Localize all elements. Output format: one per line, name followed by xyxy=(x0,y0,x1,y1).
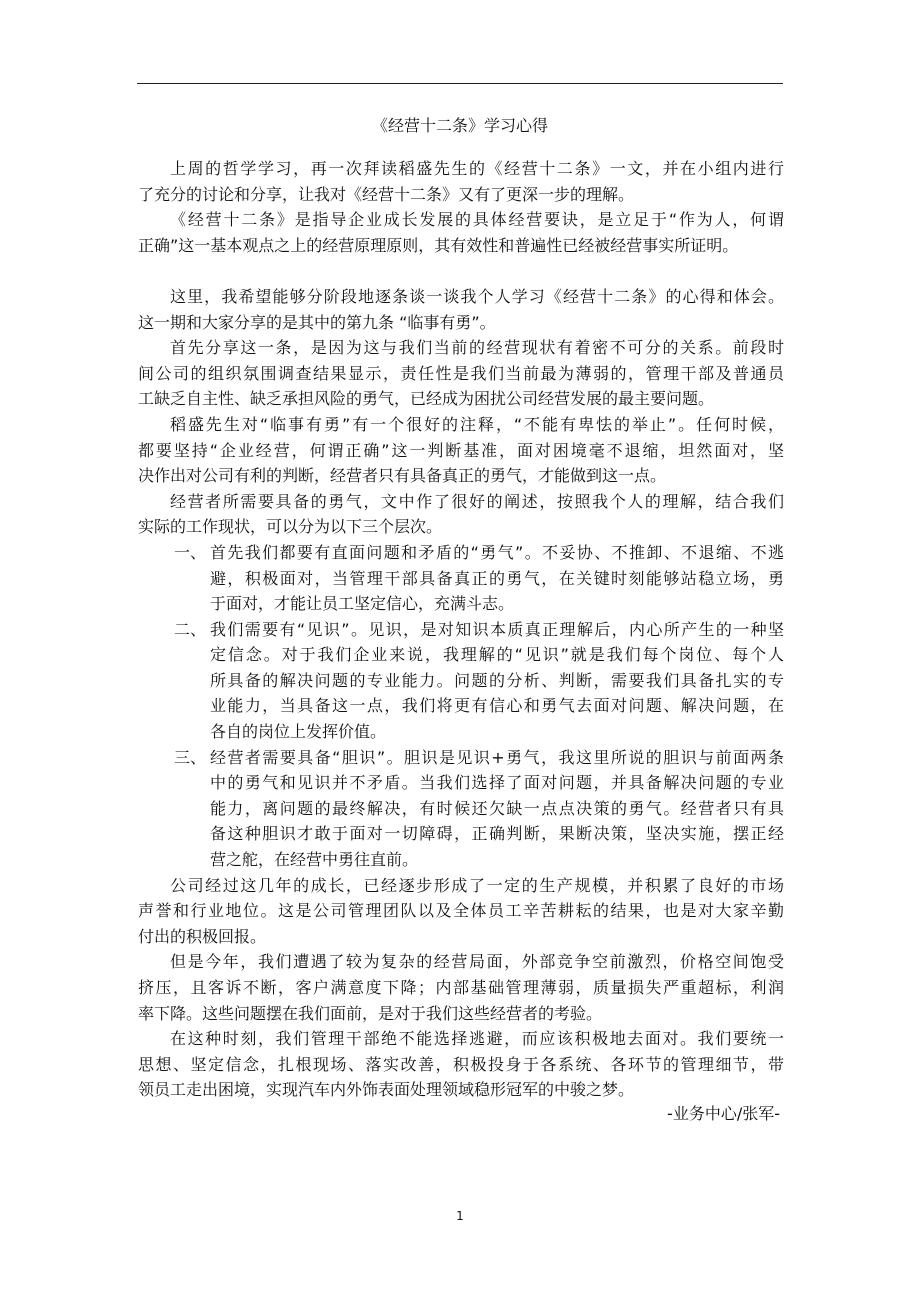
list-item-text xyxy=(210,745,784,873)
paragraph xyxy=(138,1026,784,1103)
list-item-line: 营之舵，在经营中勇往直前。 xyxy=(210,850,419,870)
paragraph-line: 首先分享这一条，是因为这与我们当前的经营现状有着密不可分的关系。前段时 xyxy=(170,338,784,358)
paragraph-line: 领员工走出困境，实现汽车内外饰表面处理领域稳形冠军的中骏之梦。 xyxy=(138,1080,635,1100)
list-item-text xyxy=(210,540,784,617)
list-item xyxy=(138,540,784,617)
paragraph-line: 率下降。这些问题摆在我们面前，是对于我们这些经营者的考验。 xyxy=(138,1003,603,1023)
list-item-line: 定信念。对于我们企业来说，我理解的“见识”就是我们每个岗位、每个人 xyxy=(210,645,784,665)
paragraph-line: 经营者所需要具备的勇气，文中作了很好的阐述，按照我个人的理解，结合我们 xyxy=(170,491,784,511)
paragraph-line: 《经营十二条》是指导企业成长发展的具体经营要诀，是立足于“作为人，何谓 xyxy=(170,210,784,230)
paragraph-line: 声誉和行业地位。这是公司管理团队以及全体员工辛苦耕耘的结果，也是对大家辛勤 xyxy=(138,901,784,921)
document-title: 《经营十二条》学习心得 xyxy=(371,116,548,135)
list-item-number: 三、 xyxy=(174,747,207,767)
paragraph xyxy=(138,284,784,335)
author-signature: -业务中心/张军- xyxy=(667,1104,780,1123)
paragraph-line: 付出的积极回报。 xyxy=(138,926,267,946)
paragraph-line: 正确”这一基本观点之上的经营原理原则，其有效性和普遍性已经被经营事实所证明。 xyxy=(138,235,739,255)
page-number: 1 xyxy=(456,1209,464,1223)
list-item-line: 首先我们都要有直面问题和矛盾的“勇气”。不妥协、不推卸、不退缩、不逃 xyxy=(210,542,784,562)
header-rule xyxy=(137,83,783,84)
paragraph-line: 这里，我希望能够分阶段地逐条谈一谈我个人学习《经营十二条》的心得和体会。 xyxy=(170,286,784,306)
paragraph-line: 但是今年，我们遭遇了较为复杂的经营局面，外部竞争空前激烈，价格空间饱受 xyxy=(170,952,784,972)
document-body xyxy=(138,156,784,1103)
paragraph-line: 实际的工作现状，可以分为以下三个层次。 xyxy=(138,517,443,537)
list-item xyxy=(138,617,784,745)
list-item-line: 我们需要有“见识”。见识，是对知识本质真正理解后，内心所产生的一种坚 xyxy=(210,619,784,639)
paragraph xyxy=(138,412,784,489)
paragraph-line: 工缺乏自主性、缺乏承担风险的勇气，已经成为困扰公司经营发展的最主要问题。 xyxy=(138,389,715,409)
list-item-line: 所具备的解决问题的专业能力。问题的分析、判断，需要我们具备扎实的专 xyxy=(210,670,784,690)
list-item-line: 中的勇气和见识并不矛盾。当我们选择了面对问题，并具备解决问题的专业 xyxy=(210,773,784,793)
paragraph-line: 了充分的讨论和分享，让我对《经营十二条》又有了更深一步的理解。 xyxy=(138,184,635,204)
paragraph-line: 公司经过这几年的成长，已经逐步形成了一定的生产规模，并积累了良好的市场 xyxy=(170,875,784,895)
list-item-line: 备这种胆识才敢于面对一切障碍，正确判断，果断决策，坚决实施，摆正经 xyxy=(210,824,784,844)
list-item-line: 避，积极面对，当管理干部具备真正的勇气，在关键时刻能够站稳立场，勇 xyxy=(210,568,784,588)
paragraph xyxy=(138,949,784,1026)
paragraph xyxy=(138,156,784,207)
list-item-number: 一、 xyxy=(174,542,207,562)
paragraph xyxy=(138,873,784,950)
list-item xyxy=(138,745,784,873)
paragraph xyxy=(138,335,784,412)
paragraph-line: 思想、坚定信念，扎根现场、落实改善，积极投身于各系统、各环节的管理细节，带 xyxy=(138,1054,784,1074)
paragraph-line: 间公司的组织氛围调查结果显示，责任性是我们当前最为薄弱的，管理干部及普通员 xyxy=(138,363,784,383)
list-item-number: 二、 xyxy=(174,619,207,639)
list-item-line: 经营者需要具备“胆识”。胆识是见识+勇气，我这里所说的胆识与前面两条 xyxy=(210,747,784,767)
list-item-text xyxy=(210,617,784,745)
paragraph-line: 挤压，且客诉不断，客户满意度下降；内部基础管理薄弱，质量损失严重超标，利润 xyxy=(138,978,784,997)
paragraph xyxy=(138,489,784,540)
paragraph-line: 上周的哲学学习，再一次拜读稻盛先生的《经营十二条》一文，并在小组内进行 xyxy=(170,159,784,178)
list-item-line: 各自的岗位上发挥价值。 xyxy=(210,722,387,742)
list-item-line: 于面对，才能让员工坚定信心，充满斗志。 xyxy=(210,594,515,614)
paragraph-line: 稻盛先生对“临事有勇”有一个很好的注释，“不能有卑怯的举止”。任何时候， xyxy=(170,414,784,434)
list-item-line: 业能力，当具备这一点，我们将更有信心和勇气去面对问题、解决问题，在 xyxy=(210,696,784,716)
paragraph xyxy=(138,207,784,258)
paragraph-line: 在这种时刻，我们管理干部绝不能选择逃避，而应该积极地去面对。我们要统一 xyxy=(170,1029,784,1049)
list-item-line: 能力，离问题的最终解决，有时候还欠缺一点点决策的勇气。经营者只有具 xyxy=(210,798,784,818)
paragraph-line: 都要坚持“企业经营，何谓正确”这一判断基准，面对困境毫不退缩，坦然面对，坚 xyxy=(138,440,784,460)
paragraph-line: 这一期和大家分享的是其中的第九条 “临事有勇”。 xyxy=(138,312,496,332)
blank-line xyxy=(138,258,784,284)
paragraph-line: 决作出对公司有利的判断，经营者只有具备真正的勇气，才能做到这一点。 xyxy=(138,466,667,486)
